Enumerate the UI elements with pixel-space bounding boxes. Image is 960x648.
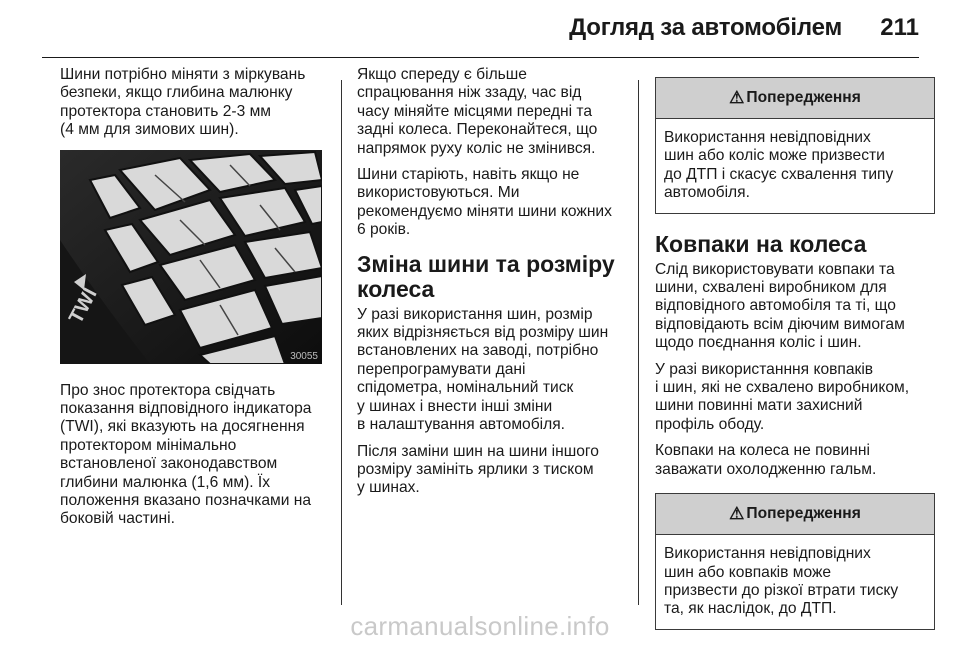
- warning-header: [656, 494, 934, 535]
- warning-header: [656, 78, 934, 119]
- warning-title: Попередження: [746, 89, 861, 106]
- tire-size-change-heading: Зміна шини та розміру колеса: [357, 250, 615, 302]
- tire-tread-illustration: [60, 150, 322, 364]
- wheel-covers-paragraph-2: У разі використанння ковпаків і шин, які не схвалено виробником, шини повинні мати захисний профіль ободу.: [655, 360, 910, 433]
- tire-tread-figure: [60, 150, 322, 364]
- page-number: 211: [880, 14, 919, 41]
- warning-triangle-icon: ⚠: [729, 504, 745, 524]
- warning-title: Попередження: [746, 505, 861, 523]
- page-header: [0, 0, 960, 56]
- wheel-covers-heading: Ковпаки на колеса: [655, 230, 867, 257]
- pressure-label-paragraph: Після заміни шин на шини іншого розміру замініть ярлики з тиском у шинах.: [357, 442, 599, 497]
- column-divider-2: [638, 80, 639, 605]
- wheel-covers-paragraph-3: Ковпаки на колеса не повинні заважати охолодженню гальм.: [655, 442, 877, 478]
- twi-sidewall-marking: TWI: [64, 284, 102, 327]
- tire-size-change-paragraph: У разі використання шин, розмір яких відрізняється від розміру шин встановлених на заводі, потрібно перепрограмувати дані спідометра, номінальний тиск у шинах і внести інші зміни в налаштування автомобіля.: [357, 305, 609, 434]
- column-2: [357, 66, 633, 506]
- watermark: carmanualsonline.info: [350, 611, 610, 641]
- section-title: Догляд за автомобілем: [569, 14, 842, 41]
- warning-triangle-icon: ⚠: [729, 88, 745, 107]
- warning-box-2: [655, 493, 935, 630]
- wheel-covers-paragraph-1: Слід використовувати ковпаки та шини, схвалені виробником для відповідного автомобіля та ті, що відповідають всім діючим вимогам щодо поєднання коліс і шин.: [655, 260, 905, 352]
- tread-depth-paragraph: Шини потрібно міняти з міркувань безпеки, якщо глибина малюнку протектора становить 2-3 мм (4 мм для зимових шин).: [60, 66, 306, 139]
- tread-wear-indicator-paragraph: Про знос протектора свідчать показання відповідного індикатора (TWI), які вказують на досягнення протектором мінімально встановленої законодавством глибини малюнка (1,6 мм). Їх положення вказано позначками на боковій частині.: [60, 381, 312, 528]
- figure-number: 30055: [290, 350, 318, 362]
- column-divider-1: [341, 80, 342, 605]
- column-3: [655, 77, 939, 648]
- warning-box-1: [655, 77, 935, 214]
- warning-text: Використання невідповідних шин або коліс може призвести до ДТП і скасує схвалення типу автомобіля.: [664, 129, 894, 202]
- column-1: [60, 66, 330, 537]
- wheel-rotation-paragraph: Якщо спереду є більше спрацювання ніж ззаду, час від часу міняйте місцями передні та задні колеса. Переконайтеся, що напрямок руху коліс не змінився.: [357, 66, 598, 157]
- tire-aging-paragraph: Шини старіють, навіть якщо не використовуються. Ми рекомендуємо міняти шини кожних 6 років.: [357, 166, 612, 239]
- header-divider: [42, 57, 919, 58]
- warning-text: Використання невідповідних шин або ковпаків може призвести до різкої втрати тиску та, як наслідок, до ДТП.: [664, 545, 899, 618]
